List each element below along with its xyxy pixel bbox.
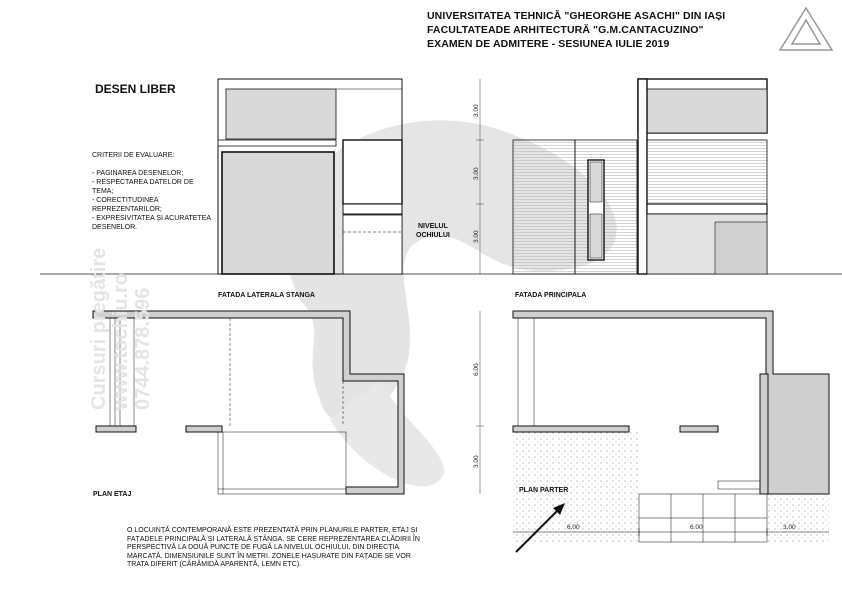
- header: [427, 9, 725, 51]
- eye-level-label: [416, 222, 450, 240]
- university-logo: [780, 8, 832, 50]
- task-description: O LOCUINȚĂ CONTEMPORANĂ ESTE PREZENTATĂ PRIN PLANURILE PARTER, ETAJ ȘI FAȚADELE PRINCIPALĂ ȘI LATERALĂ STÂNGA. SE CERE REPREZENTAREA CLĂDIRII ÎN PERSPECTIVĂ LA DOUĂ PUNCTE DE FUGĂ LA NIVELUL OCHIULUI, DIN DIRECȚIA MARCATĂ. DIMENSIUNILE SUNT ÎN METRI. ZONELE HAȘURATE DIN FAȚADE SE VOR TRATA DIFERIT (CĂRĂMIDĂ APARENTĂ, LEMN ETC).: [127, 527, 420, 569]
- dim-v1: 3.00: [473, 104, 480, 117]
- criteria-block: [92, 151, 214, 232]
- dim-v3: 3.00: [473, 230, 480, 243]
- header-university: UNIVERSITATEA TEHNICĂ "GHEORGHE ASACHI" DIN IAȘI: [427, 10, 726, 22]
- dim-v4: 6.00: [473, 363, 480, 376]
- watermark-line2: www.tochiu.ro: [110, 272, 132, 410]
- watermark-line3: 0744.878.596: [132, 287, 154, 410]
- page-title: DESEN LIBER: [95, 82, 176, 96]
- left-facade-drawing: [218, 79, 402, 274]
- header-faculty: FACULTATEADE ARHITECTURĂ "G.M.CANTACUZINO": [427, 24, 704, 36]
- watermark-line1: Cursuri pregătire: [88, 247, 110, 410]
- eye-level-line1: NIVELUL: [417, 223, 448, 230]
- main-facade-drawing: [513, 79, 767, 274]
- header-exam: EXAMEN DE ADMITERE - SESIUNEA IULIE 2019: [427, 38, 670, 50]
- criteria-item: - PAGINAREA DESENELOR;: [92, 170, 184, 177]
- dim-h2: 6.00: [690, 524, 703, 531]
- criteria-item: - EXPRESIVITATEA ȘI ACURATETEA DESENELOR.: [92, 215, 211, 231]
- main-facade-label: FATADA PRINCIPALA: [515, 292, 587, 299]
- watermark-text: [88, 248, 154, 410]
- ground-plan-label: PLAN PARTER: [519, 487, 569, 494]
- criteria-item: - RESPECTAREA DATELOR DE TEMA;: [92, 179, 194, 195]
- eye-level-line2: OCHIULUI: [416, 232, 450, 239]
- floor-plan-label: PLAN ETAJ: [93, 491, 132, 498]
- left-facade-label: FATADA LATERALA STANGA: [218, 292, 315, 299]
- dim-v5: 3.00: [473, 455, 480, 468]
- criteria-heading: CRITERII DE EVALUARE:: [92, 152, 175, 159]
- dim-v2: 3.00: [473, 167, 480, 180]
- dim-h3: 3.00: [783, 524, 796, 531]
- criteria-item: - CORECTITUDINEA REPREZENTARILOR;: [92, 197, 162, 213]
- dim-h1: 6.00: [567, 524, 580, 531]
